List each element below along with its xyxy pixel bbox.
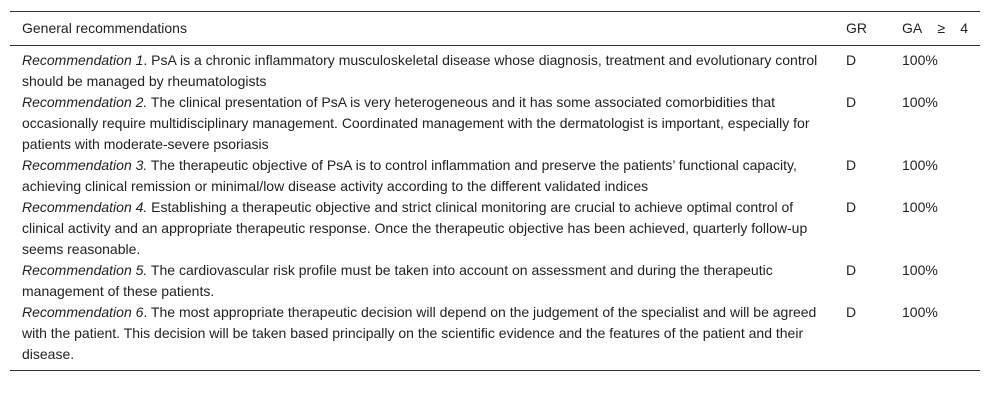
table-row <box>10 46 980 93</box>
recommendation-text: . PsA is a chronic inflammatory musculoskeletal disease whose diagnosis, treatment and evolutionary control should be managed by rheumatologists <box>22 52 818 89</box>
ga-cell: 100% <box>902 262 938 278</box>
gr-cell: D <box>846 52 857 68</box>
ga-cell: 100% <box>902 304 938 320</box>
table-body <box>10 46 980 371</box>
recommendation-text: The cardiovascular risk profile must be taken into account on assessment and during the therapeutic management of these patients. <box>22 262 773 299</box>
gr-cell: D <box>846 262 857 278</box>
header-row <box>10 12 980 46</box>
gr-cell: D <box>846 304 857 320</box>
recommendation-title: Recommendation 5. <box>22 262 148 278</box>
table-row <box>10 302 980 371</box>
ga-cell: 100% <box>902 199 938 215</box>
header-ga-threshold: 4 <box>960 20 968 36</box>
recommendation-cell <box>10 92 834 155</box>
header-general-recommendations: General recommendations <box>22 20 187 36</box>
header-ga-label: GA <box>902 20 923 36</box>
header-ga-symbol: ≥ <box>937 20 946 36</box>
table-row <box>10 155 980 197</box>
header-ga <box>890 12 980 46</box>
header-gr: GR <box>846 20 867 36</box>
recommendation-title: Recommendation 2. <box>22 94 148 110</box>
gr-cell: D <box>846 199 857 215</box>
ga-cell: 100% <box>902 94 938 110</box>
table-row <box>10 260 980 302</box>
recommendation-title: Recommendation 4. <box>22 199 148 215</box>
recommendation-text: Establishing a therapeutic objective and strict clinical monitoring are crucial to achieve optimal control of clinical activity and an appropriate therapeutic response. Once the therapeutic objective has been achieved, quarterly follow-up seems reasonable. <box>22 199 808 257</box>
table-row <box>10 197 980 260</box>
recommendation-text: The clinical presentation of PsA is very heterogeneous and it has some associated comorbidities that occasionally require multidisciplinary management. Coordinated management with the dermatologist is important, especially for patients with moderate-severe psoriasis <box>22 94 810 152</box>
recommendations-table <box>10 11 980 371</box>
ga-cell: 100% <box>902 52 938 68</box>
table-header <box>10 12 980 46</box>
recommendation-cell <box>10 197 834 260</box>
recommendation-text: . The most appropriate therapeutic decision will depend on the judgement of the specialist and will be agreed with the patient. This decision will be taken based principally on the scientific evidence and the features of the patient and their disease. <box>22 304 817 362</box>
ga-cell: 100% <box>902 157 938 173</box>
gr-cell: D <box>846 157 857 173</box>
recommendation-cell <box>10 302 834 371</box>
table-row <box>10 92 980 155</box>
recommendation-title: Recommendation 1 <box>22 52 144 68</box>
gr-cell: D <box>846 94 857 110</box>
recommendation-text: The therapeutic objective of PsA is to control inflammation and preserve the patients’ functional capacity, achieving clinical remission or minimal/low disease activity according to the different validated indices <box>22 157 797 194</box>
recommendation-cell <box>10 155 834 197</box>
recommendation-title: Recommendation 3. <box>22 157 148 173</box>
recommendation-title: Recommendation 6 <box>22 304 144 320</box>
recommendation-cell <box>10 46 834 93</box>
recommendation-cell <box>10 260 834 302</box>
recommendations-table-container <box>10 11 980 371</box>
